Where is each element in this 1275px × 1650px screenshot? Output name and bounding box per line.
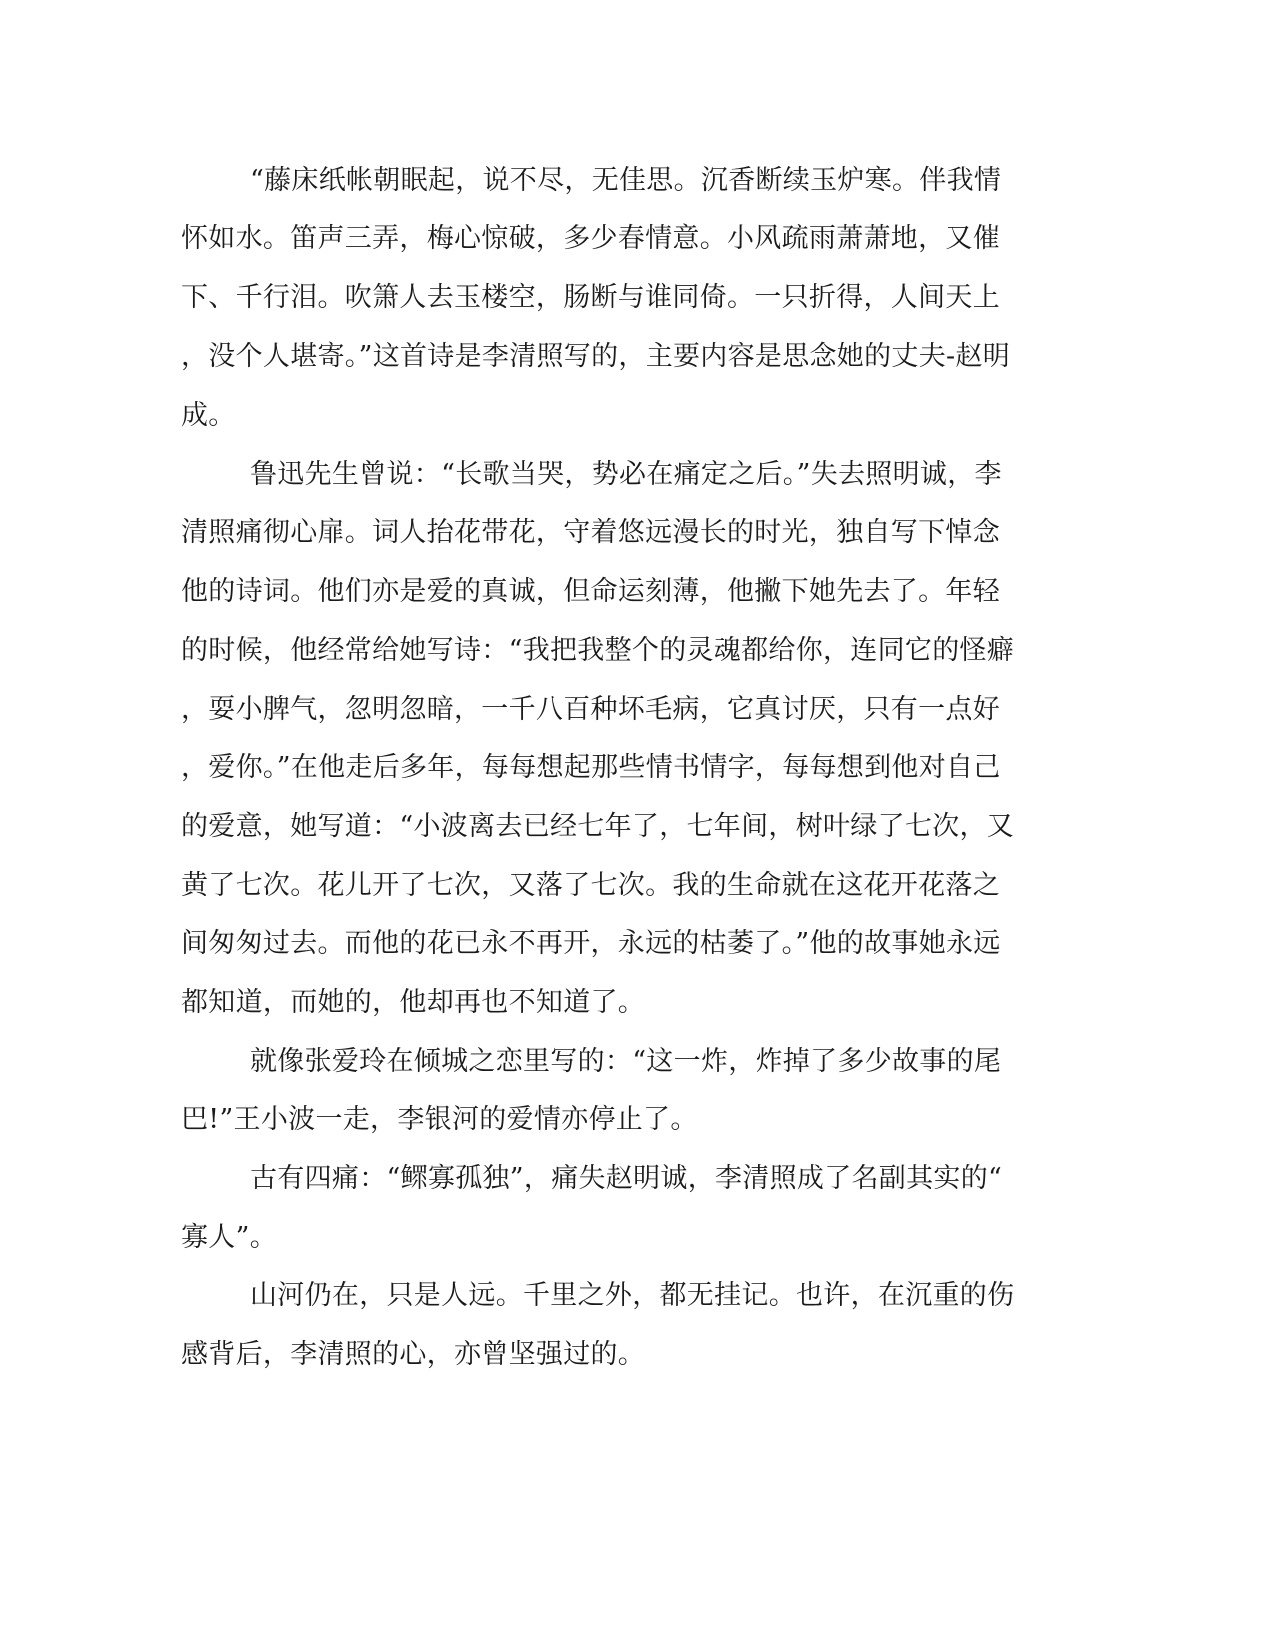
text-line: “藤床纸帐朝眠起，说不尽，无佳思。沉香断续玉炉寒。伴我情	[250, 165, 1002, 196]
text-line: 成。	[181, 400, 236, 431]
text-line: 都知道，而她的，他却再也不知道了。	[181, 987, 646, 1018]
text-line: ，爱你。”在他走后多年，每每想起那些情书情字，每每想到他对自己	[181, 752, 1001, 783]
text-line: ，耍小脾气，忽明忽暗，一千八百种坏毛病，它真讨厌，只有一点好	[181, 694, 1000, 725]
text-line: 鲁迅先生曾说：“长歌当哭，势必在痛定之后。”失去照明诚，李	[250, 459, 1002, 490]
text-line: 黄了七次。花儿开了七次，又落了七次。我的生命就在这花开花落之	[181, 870, 1000, 901]
text-line: 古有四痛：“鳏寡孤独”，痛失赵明诚，李清照成了名副其实的“	[250, 1163, 1003, 1194]
text-line: 山河仍在，只是人远。千里之外，都无挂记。也许，在沉重的伤	[250, 1280, 1015, 1311]
text-line: 怀如水。笛声三弄，梅心惊破，多少春情意。小风疏雨萧萧地，又催	[181, 223, 1000, 254]
text-line: 寡人”。	[181, 1222, 278, 1253]
text-line: 清照痛彻心扉。词人抬花带花，守着悠远漫长的时光，独自写下悼念	[181, 517, 1000, 548]
text-line: 感背后，李清照的心，亦曾坚强过的。	[181, 1339, 646, 1370]
text-line: 的爱意，她写道：“小波离去已经七年了，七年间，树叶绿了七次，又	[181, 811, 1015, 842]
text-line: 他的诗词。他们亦是爱的真诚，但命运刻薄，他撇下她先去了。年轻	[181, 576, 1000, 607]
text-line: 就像张爱玲在倾城之恋里写的：“这一炸，炸掉了多少故事的尾	[250, 1046, 1002, 1077]
text-line: 的时候，他经常给她写诗：“我把我整个的灵魂都给你，连同它的怪癖	[181, 635, 1015, 666]
text-line: ，没个人堪寄。”这首诗是李清照写的，主要内容是思念她的丈夫-赵明	[181, 341, 1011, 372]
text-line: 下、千行泪。吹箫人去玉楼空，肠断与谁同倚。一只折得，人间天上	[181, 282, 1000, 313]
text-line: 巴!”王小波一走，李银河的爱情亦停止了。	[181, 1104, 698, 1135]
text-line: 间匆匆过去。而他的花已永不再开，永远的枯萎了。”他的故事她永远	[181, 928, 1001, 959]
